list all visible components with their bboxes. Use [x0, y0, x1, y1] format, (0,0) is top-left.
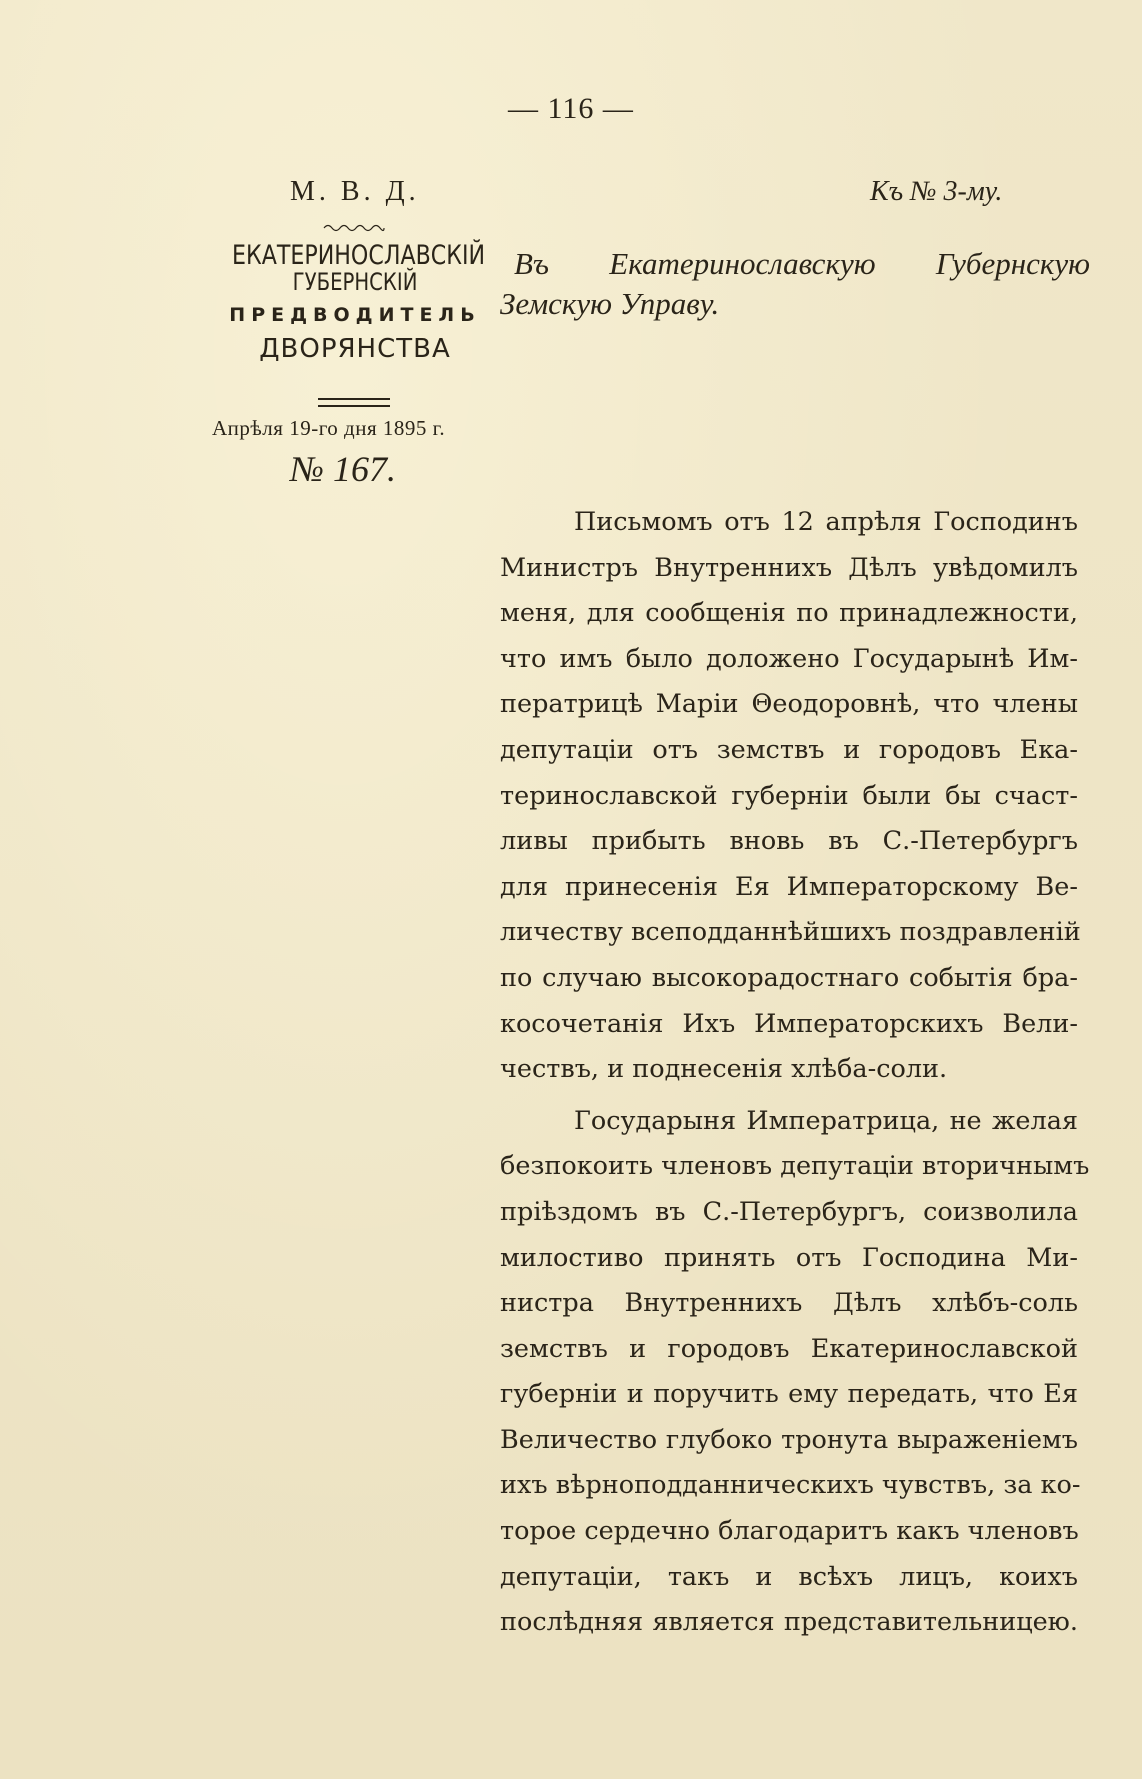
addressee-line-2: Земскую Управу. — [500, 286, 720, 321]
letter-date: Апрѣля 19-го дня 1895 г. — [212, 416, 446, 440]
body-line: для принесенія Ея Императорскому Ве- — [500, 871, 1078, 902]
addressee — [500, 244, 1090, 324]
letterhead-line-2: ГУБЕРНСКІЙ — [292, 268, 418, 296]
addressee-line-1: Въ Екатеринославскую Губернскую — [514, 246, 1090, 281]
page-number: — 116 — — [508, 92, 634, 125]
body-line: по случаю высокорадостнаго событія бра- — [500, 962, 1078, 993]
body-line: милостиво принять отъ Господина Ми- — [500, 1242, 1078, 1273]
body-line: пріѣздомъ въ С.-Петербургъ, соизволила — [500, 1196, 1078, 1227]
body-line: чествъ, и поднесенія хлѣба-соли. — [500, 1054, 948, 1085]
registration-number: № 167. — [290, 449, 396, 489]
body-line: косочетанія Ихъ Императорскихъ Вели- — [500, 1008, 1078, 1039]
paragraph-1 — [500, 500, 1081, 1093]
body-line: личеству всеподданнѣйшихъ поздравленій — [500, 917, 1081, 948]
paragraph-2 — [500, 1099, 1090, 1646]
body-line: что имъ было доложено Государынѣ Им- — [500, 643, 1078, 674]
body-line: депутаціи отъ земствъ и городовъ Ека- — [500, 734, 1078, 765]
body-line: ливы прибыть вновь въ С.-Петербургъ — [500, 826, 1078, 857]
body-line: безпокоить членовъ депутаціи вторичнымъ — [500, 1151, 1090, 1182]
double-rule-divider — [318, 398, 390, 407]
body-line: меня, для сообщенія по принадлежности, — [500, 598, 1078, 629]
body-line: Письмомъ отъ 12 апрѣля Господинъ — [574, 507, 1078, 537]
reference-number: Къ № 3-му. — [870, 176, 1003, 207]
body-line: губерніи и поручить ему передать, что Ея — [500, 1379, 1078, 1410]
body-line: Величество глубоко тронута выраженіемъ — [500, 1424, 1078, 1455]
body-line: послѣдняя является представительницею. — [500, 1607, 1078, 1638]
body-line: ихъ вѣрноподданническихъ чувствъ, за ко- — [500, 1470, 1081, 1501]
body-line: Государыня Императрица, не желая — [574, 1105, 1078, 1136]
body-line: земствъ и городовъ Екатеринославской — [500, 1333, 1078, 1364]
office-letterhead — [205, 240, 505, 364]
letterhead-line-3: ПРЕДВОДИТЕЛЬ — [229, 304, 481, 326]
letterhead-line-1: ЕКАТЕРИНОСЛАВСКІЙ — [232, 240, 486, 271]
ministry-abbreviation: М. В. Д. — [290, 176, 420, 207]
body-line: Министръ Внутреннихъ Дѣлъ увѣдомилъ — [500, 552, 1078, 583]
letterhead-line-4: ДВОРЯНСТВА — [259, 334, 451, 364]
ornament-squiggle-icon — [322, 222, 386, 232]
body-line: нистра Внутреннихъ Дѣлъ хлѣбъ-соль — [500, 1288, 1078, 1319]
letter-body — [500, 500, 1090, 1646]
body-line: торое сердечно благодаритъ какъ членовъ — [500, 1516, 1079, 1547]
body-line: депутаціи, такъ и всѣхъ лицъ, коихъ — [500, 1561, 1078, 1592]
body-line: ператрицѣ Маріи Θеодоровнѣ, что члены — [500, 689, 1078, 720]
body-line: теринославской губерніи были бы счаст- — [500, 780, 1078, 811]
